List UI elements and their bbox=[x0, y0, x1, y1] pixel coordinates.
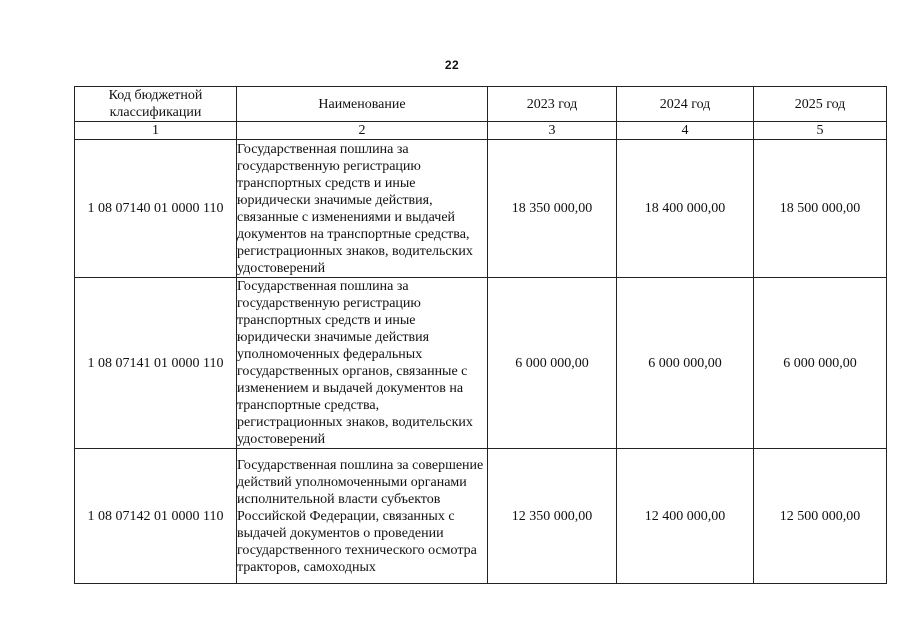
row-name-text: Государственная пошлина за совершение действий уполномоченными органами исполнительной власти субъектов Российской Федерации, связанных с выдачей документов о проведении государственного технического осмотра тракторов, самоходных bbox=[237, 457, 484, 575]
page-number: 22 bbox=[444, 58, 460, 72]
table-row bbox=[75, 449, 887, 584]
row-value-2025: 12 500 000,00 bbox=[754, 449, 887, 584]
column-number-4: 4 bbox=[617, 122, 754, 140]
row-value-2025: 18 500 000,00 bbox=[754, 140, 887, 278]
table-row bbox=[75, 140, 887, 278]
header-2025: 2025 год bbox=[754, 87, 887, 122]
row-value-2023: 6 000 000,00 bbox=[488, 278, 617, 449]
row-name bbox=[237, 140, 488, 278]
row-code: 1 08 07142 01 0000 110 bbox=[75, 449, 237, 584]
row-value-2024: 12 400 000,00 bbox=[617, 449, 754, 584]
row-value-2023: 18 350 000,00 bbox=[488, 140, 617, 278]
table-header-row bbox=[75, 87, 887, 122]
table-row bbox=[75, 278, 887, 449]
column-number-row bbox=[75, 122, 887, 140]
row-name bbox=[237, 449, 488, 584]
row-code: 1 08 07140 01 0000 110 bbox=[75, 140, 237, 278]
budget-table bbox=[74, 86, 887, 584]
header-2024: 2024 год bbox=[617, 87, 754, 122]
column-number-5: 5 bbox=[754, 122, 887, 140]
row-name bbox=[237, 278, 488, 449]
header-code: Код бюджетной классификации bbox=[75, 87, 237, 122]
column-number-1: 1 bbox=[75, 122, 237, 140]
header-name: Наименование bbox=[237, 87, 488, 122]
row-value-2024: 18 400 000,00 bbox=[617, 140, 754, 278]
row-value-2023: 12 350 000,00 bbox=[488, 449, 617, 584]
column-number-3: 3 bbox=[488, 122, 617, 140]
row-value-2024: 6 000 000,00 bbox=[617, 278, 754, 449]
column-number-2: 2 bbox=[237, 122, 488, 140]
row-name-text: Государственная пошлина за государственную регистрацию транспортных средств и иные юридически значимые действия уполномоченных федеральных государственных органов, связанные с изменением и выдачей документов на транспортные средства, регистрационных знаков, водительских удостоверений bbox=[237, 279, 473, 447]
row-value-2025: 6 000 000,00 bbox=[754, 278, 887, 449]
row-name-text: Государственная пошлина за государственную регистрацию транспортных средств и иные юридически значимые действия, связанные с изменениями и выдачей документов на транспортные средства, регистрационных знаков, водительских удостоверений bbox=[237, 141, 473, 276]
header-2023: 2023 год bbox=[488, 87, 617, 122]
row-code: 1 08 07141 01 0000 110 bbox=[75, 278, 237, 449]
